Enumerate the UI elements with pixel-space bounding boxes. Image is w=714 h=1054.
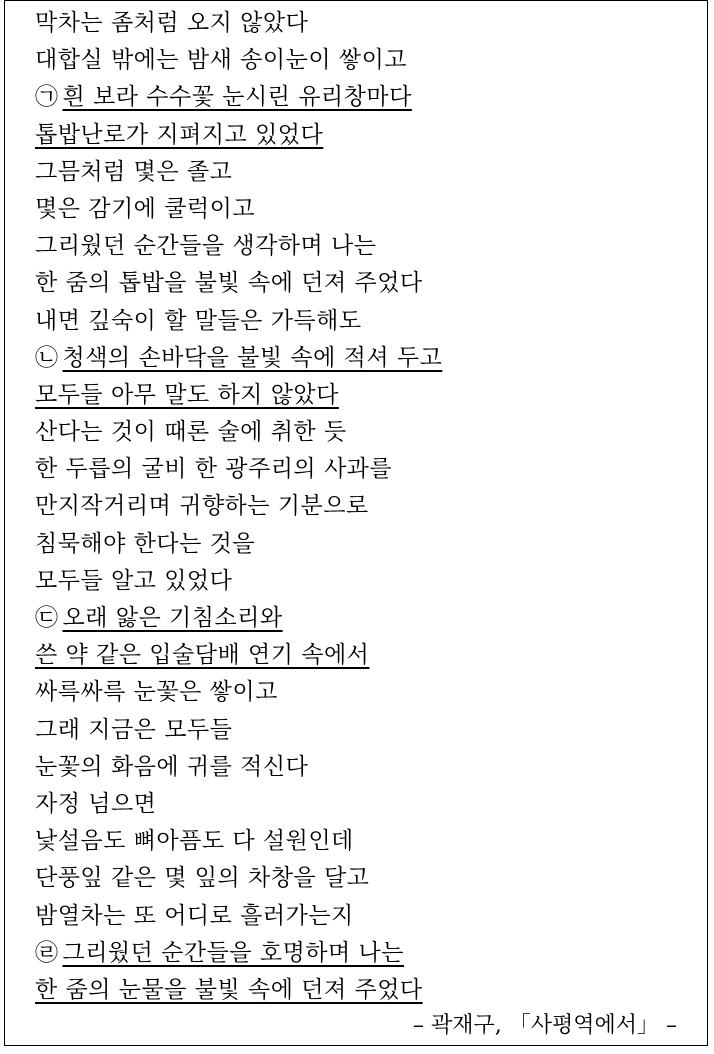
poem-line xyxy=(35,191,695,228)
poem-line xyxy=(35,823,695,860)
poem-line xyxy=(35,674,695,711)
poem-line-text: 단풍잎 같은 몇 잎의 차창을 달고 xyxy=(35,865,370,892)
poem-line-text: 싸륵싸륵 눈꽃은 쌓이고 xyxy=(35,679,278,706)
poem-line xyxy=(35,786,695,823)
poem-line xyxy=(35,154,695,191)
poem-line-text: 그믐처럼 몇은 졸고 xyxy=(35,158,233,185)
poem-line-text: 그래 지금은 모두들 xyxy=(35,716,233,743)
poem-line-text: 밤열차는 또 어디로 흘러가는지 xyxy=(35,902,354,929)
poem-line xyxy=(35,600,695,637)
poem-line-text: 막차는 좀처럼 오지 않았다 xyxy=(35,10,309,36)
poem-line xyxy=(35,563,695,600)
poem-frame xyxy=(4,0,708,1046)
underlined-passage-text: 오래 앓은 기침소리와 xyxy=(62,605,283,631)
poem-line xyxy=(35,712,695,749)
poem-line-text: 낯설음도 뼈아픔도 다 설원인데 xyxy=(35,828,354,855)
poem-line xyxy=(35,414,695,451)
poem-line xyxy=(35,637,695,674)
underlined-passage-text: 그리웠던 순간들을 호명하며 나는 xyxy=(62,939,404,966)
underlined-passage-text: 한 줌의 눈물을 불빛 속에 던져 주었다 xyxy=(35,976,423,1003)
poem-line xyxy=(35,898,695,935)
poem-line-text: 몇은 감기에 쿨럭이고 xyxy=(35,195,256,222)
underlined-passage-text: 흰 보라 수수꽃 눈시린 유리창마다 xyxy=(62,84,412,111)
poem-attribution: – 곽재구, 「사평역에서」 – xyxy=(413,1013,677,1038)
poem-line-text: 한 줌의 톱밥을 불빛 속에 던져 주었다 xyxy=(35,270,423,297)
poem-line xyxy=(35,526,695,563)
poem-line-text: 모두들 알고 있었다 xyxy=(35,567,233,594)
poem-line-text: 산다는 것이 때론 술에 취한 듯 xyxy=(35,419,347,446)
poem-line-text: 그리웠던 순간들을 생각하며 나는 xyxy=(35,233,377,260)
poem-line xyxy=(35,340,695,377)
poem-line xyxy=(35,860,695,897)
poem-line xyxy=(35,935,695,972)
poem-line xyxy=(35,79,695,116)
poem-line xyxy=(35,749,695,786)
passage-marker: ㉣ xyxy=(35,939,59,966)
underlined-passage-text: 모두들 아무 말도 하지 않았다 xyxy=(35,381,339,408)
poem-line-text: 내면 깊숙이 할 말들은 가득해도 xyxy=(35,307,362,334)
poem-line-text: 자정 넘으면 xyxy=(35,790,157,817)
poem-line xyxy=(35,228,695,265)
poem-body xyxy=(35,5,695,1009)
poem-line xyxy=(35,42,695,79)
poem-line-text: 대합실 밖에는 밤새 송이눈이 쌓이고 xyxy=(35,47,408,74)
underlined-passage-text: 톱밥난로가 지펴지고 있었다 xyxy=(35,121,324,148)
passage-marker: ㉢ xyxy=(35,605,59,631)
poem-line xyxy=(35,265,695,302)
poem-line xyxy=(35,451,695,488)
poem-line-text: 침묵해야 한다는 것을 xyxy=(35,530,256,557)
poem-line-text: 만지작거리며 귀향하는 기분으로 xyxy=(35,493,369,520)
poem-line xyxy=(35,303,695,340)
passage-marker: ㉠ xyxy=(35,84,59,111)
poem-line xyxy=(35,5,695,42)
poem-line xyxy=(35,488,695,525)
poem-line xyxy=(35,972,695,1009)
underlined-passage-text: 쓴 약 같은 입술담배 연기 속에서 xyxy=(35,642,370,669)
passage-marker: ㉡ xyxy=(35,344,59,371)
poem-line-text: 한 두릅의 굴비 한 광주리의 사과를 xyxy=(35,456,393,483)
poem-line-text: 눈꽃의 화음에 귀를 적신다 xyxy=(35,753,309,780)
poem-line xyxy=(35,117,695,154)
underlined-passage-text: 청색의 손바닥을 불빛 속에 적셔 두고 xyxy=(62,344,443,371)
poem-line xyxy=(35,377,695,414)
